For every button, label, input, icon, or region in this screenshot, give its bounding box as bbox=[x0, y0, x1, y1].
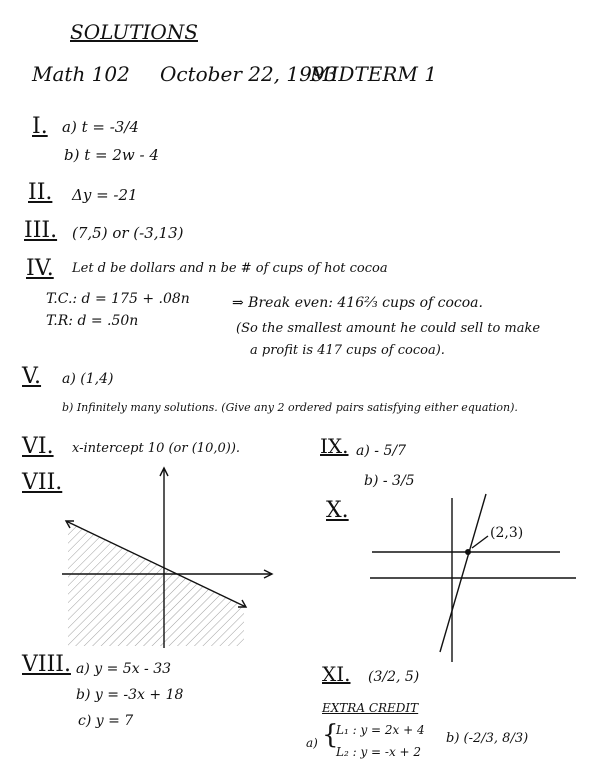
problem-8c-answer: c) y = 7 bbox=[78, 713, 134, 729]
exam-title: MIDTERM 1 bbox=[310, 62, 437, 86]
graph-10-intersection-point bbox=[465, 549, 471, 555]
problem-6-answer: x-intercept 10 (or (10,0)). bbox=[72, 441, 241, 456]
problem-10-point-label: (2,3) bbox=[490, 525, 524, 541]
problem-3-number: III. bbox=[24, 218, 58, 243]
problem-5b-answer: b) Infinitely many solutions. (Give any 2 ordered pairs satisfying either equation). bbox=[62, 401, 518, 414]
graph-10-point-pointer bbox=[472, 536, 488, 548]
extra-credit-line-1: L₁ : y = 2x + 4 bbox=[336, 723, 425, 737]
extra-credit-line-2: L₂ : y = -x + 2 bbox=[336, 745, 422, 759]
problem-1-number: I. bbox=[32, 114, 48, 139]
exam-date: October 22, 1993 bbox=[160, 62, 338, 86]
course-name: Math 102 bbox=[32, 62, 130, 86]
problem-1b-answer: b) t = 2w - 4 bbox=[64, 146, 159, 164]
problem-4-break-even: ⇒ Break even: 416⅔ cups of cocoa. bbox=[232, 295, 483, 311]
problem-8b-answer: b) y = -3x + 18 bbox=[76, 687, 184, 703]
extra-credit-brace: { bbox=[322, 720, 339, 750]
problem-4-total-cost: T.C.: d = 175 + .08n bbox=[46, 291, 190, 307]
problem-2-number: II. bbox=[28, 180, 53, 205]
problem-11-number: XI. bbox=[322, 662, 351, 686]
extra-credit-heading: EXTRA CREDIT bbox=[322, 701, 419, 715]
graph-7 bbox=[62, 468, 272, 648]
graph-10 bbox=[370, 494, 576, 662]
problem-4-number: IV. bbox=[26, 256, 54, 281]
page-heading: SOLUTIONS bbox=[70, 20, 198, 44]
problem-4-total-revenue: T.R: d = .50n bbox=[46, 313, 139, 329]
graph-10-steep-line bbox=[440, 494, 486, 652]
problem-9a-answer: a) - 5/7 bbox=[356, 443, 406, 459]
problem-9-number: IX. bbox=[320, 434, 349, 458]
problem-8a-answer: a) y = 5x - 33 bbox=[76, 661, 172, 677]
problem-7-number: VII. bbox=[22, 470, 63, 495]
problem-6-number: VI. bbox=[22, 434, 54, 459]
problem-10-number: X. bbox=[326, 498, 349, 523]
problem-4-intro: Let d be dollars and n be # of cups of hot cocoa bbox=[72, 261, 388, 276]
extra-credit-b-answer: b) (-2/3, 8/3) bbox=[446, 731, 529, 746]
problem-8-number: VIII. bbox=[22, 652, 71, 677]
problem-9b-answer: b) - 3/5 bbox=[364, 473, 415, 489]
extra-credit-a-label: a) bbox=[306, 736, 318, 750]
problem-4-note-line-1: (So the smallest amount he could sell to make bbox=[236, 321, 541, 336]
problem-1a-answer: a) t = -3/4 bbox=[62, 118, 139, 136]
graph-7-shaded-region bbox=[68, 522, 244, 646]
problem-3-answer: (7,5) or (-3,13) bbox=[72, 224, 184, 242]
problem-4-note-line-2: a profit is 417 cups of cocoa). bbox=[250, 343, 445, 358]
problem-5a-answer: a) (1,4) bbox=[62, 371, 114, 387]
problem-2-answer: Δy = -21 bbox=[72, 186, 138, 204]
problem-5-number: V. bbox=[22, 364, 42, 389]
problem-11-answer: (3/2, 5) bbox=[368, 669, 420, 685]
